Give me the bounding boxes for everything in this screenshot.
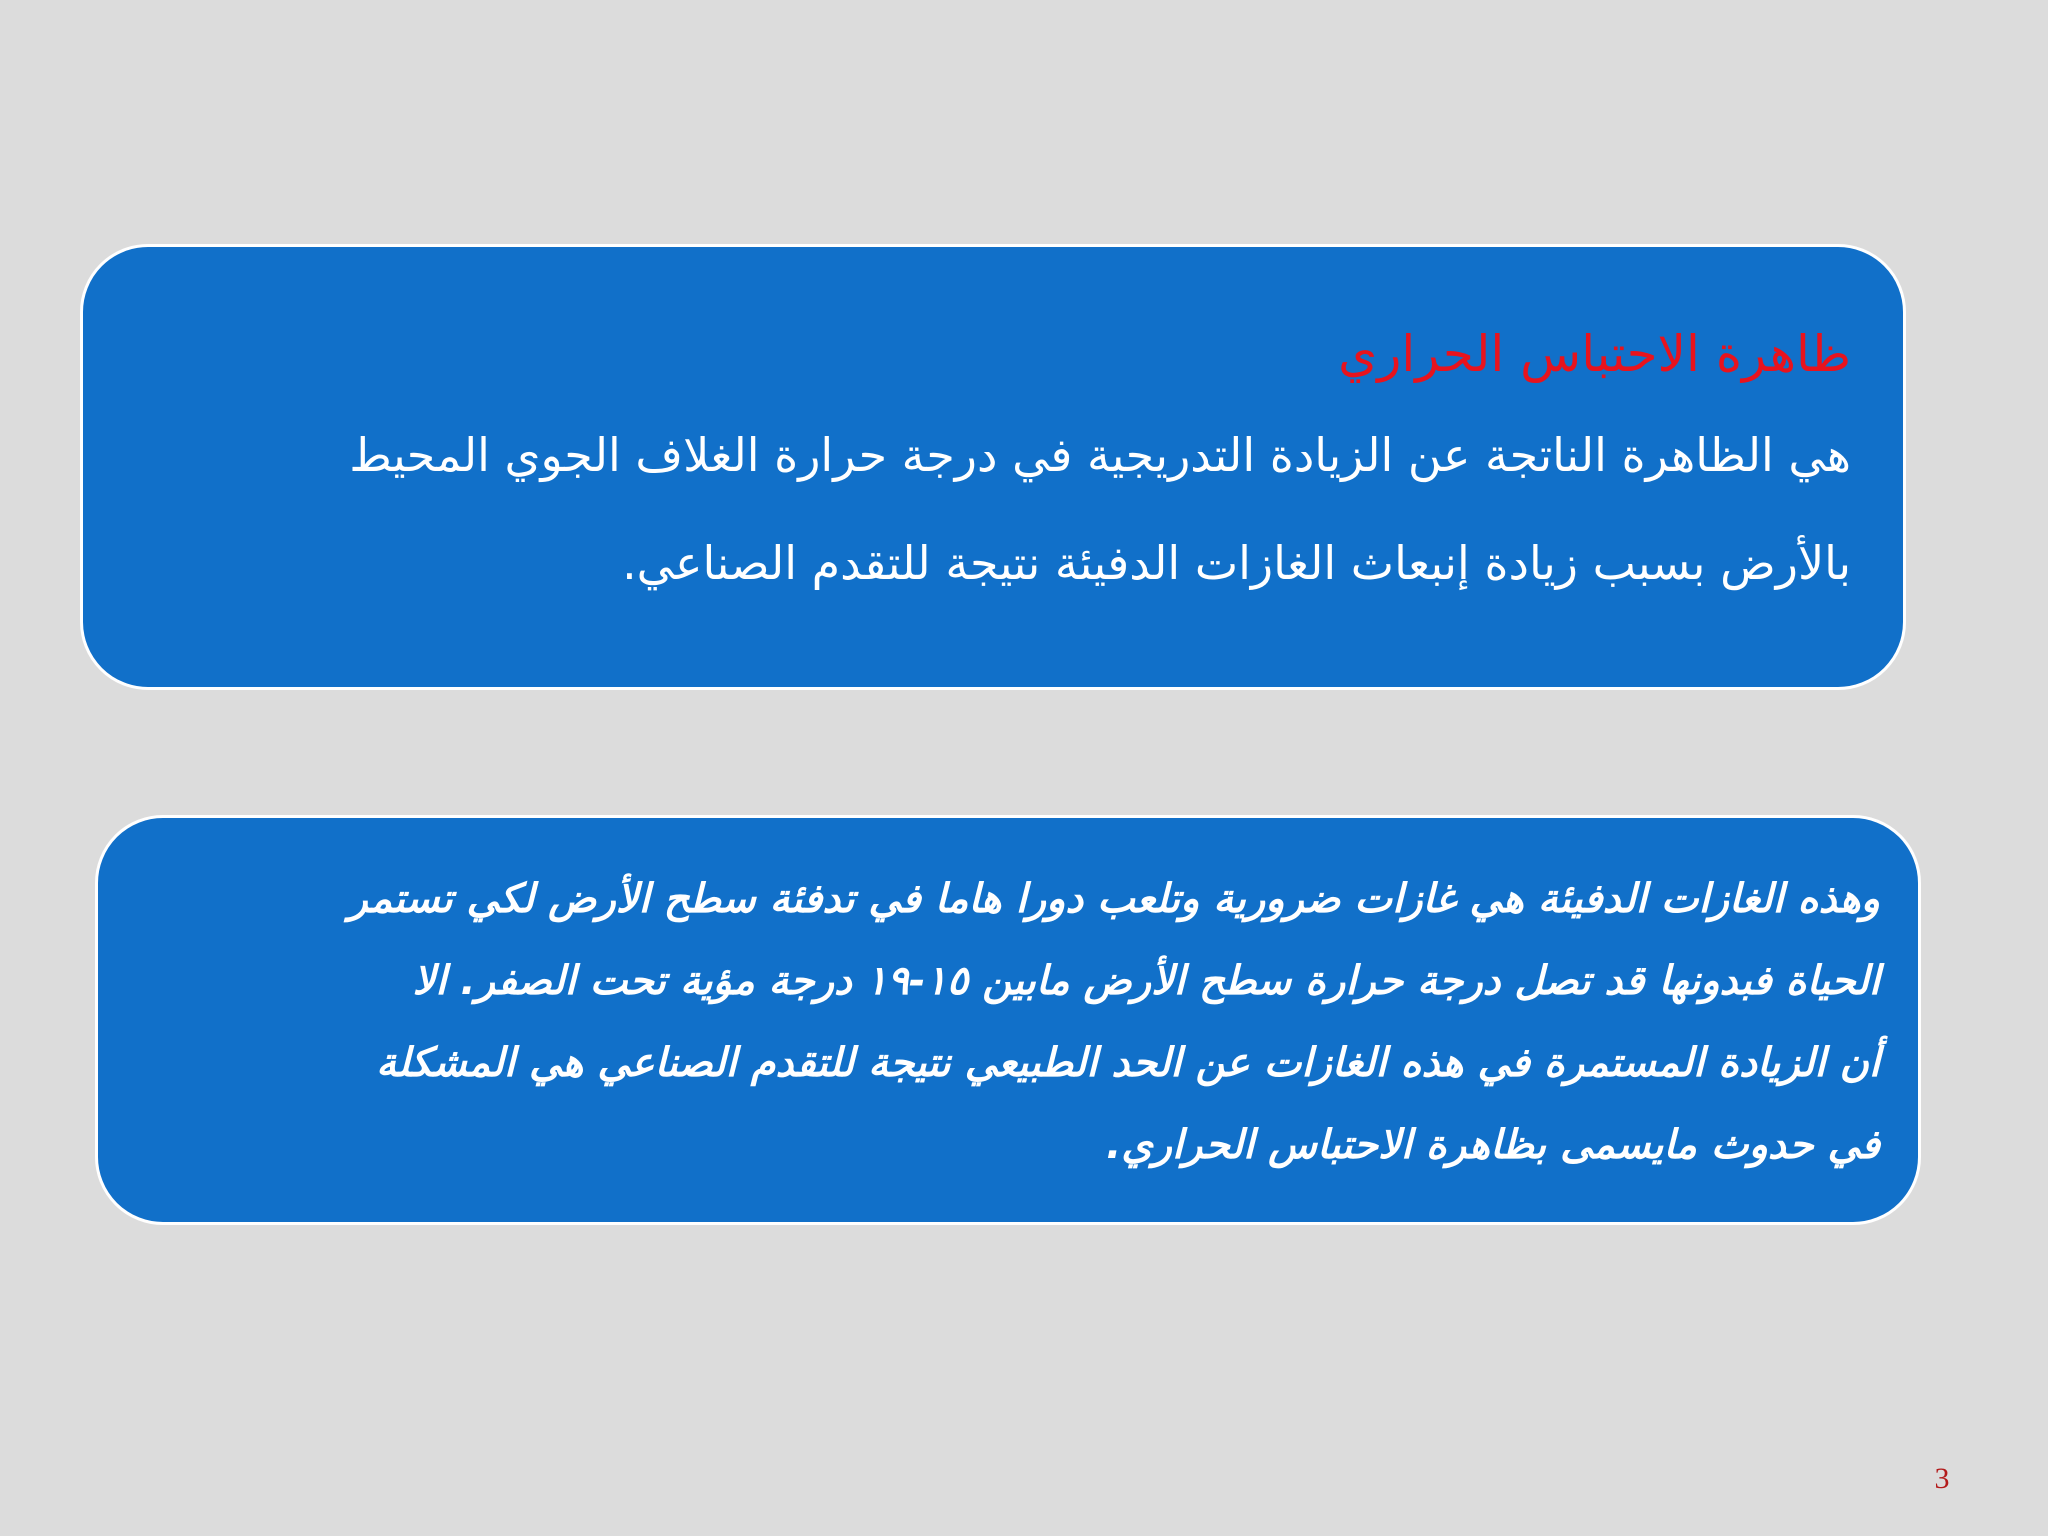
details-line-4: في حدوث مايسمى بظاهرة الاحتباس الحراري. <box>1106 1122 1880 1168</box>
details-box <box>95 815 1921 1225</box>
details-line-3: أن الزيادة المستمرة في هذه الغازات عن الحد الطبيعي نتيجة للتقدم الصناعي هي المشكلة <box>376 1040 1880 1086</box>
definition-line-1: هي الظاهرة الناتجة عن الزيادة التدريجية في درجة حرارة الغلاف الجوي المحيط <box>349 428 1851 482</box>
definition-line-2: بالأرض بسبب زيادة إنبعاث الغازات الدفيئة نتيجة للتقدم الصناعي. <box>622 536 1851 590</box>
definition-box <box>80 244 1906 690</box>
details-line-1: وهذه الغازات الدفيئة هي غازات ضرورية وتلعب دورا هاما في تدفئة سطح الأرض لكي تستمر <box>348 876 1880 922</box>
details-line-2: الحياة فبدونها قد تصل درجة حرارة سطح الأرض مابين ١٥-١٩ درجة مؤية تحت الصفر. الا <box>412 958 1880 1004</box>
slide-title: ظاهرة الاحتباس الحراري <box>1338 325 1851 383</box>
page-number: 3 <box>1934 1462 1950 1495</box>
